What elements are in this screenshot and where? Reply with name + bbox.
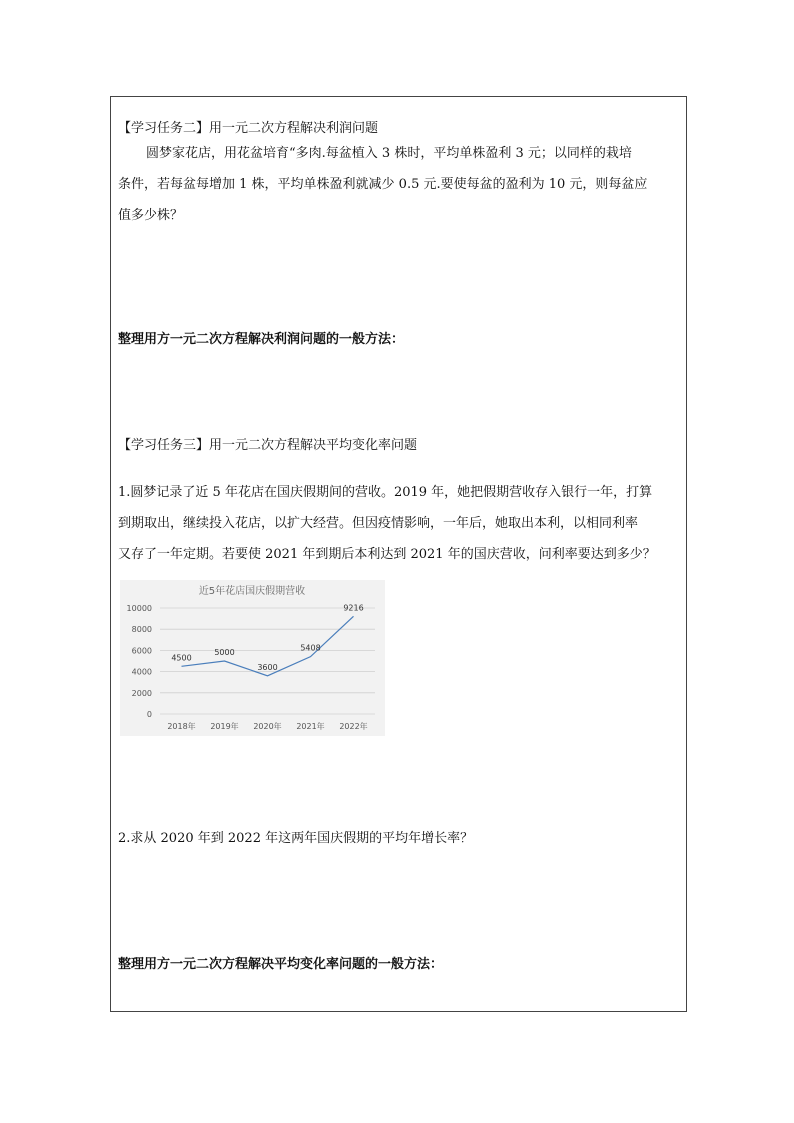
chart-x-tick-label: 2021年 (296, 722, 325, 731)
chart-x-tick-label: 2020年 (253, 722, 282, 731)
chart-title: 近5年花店国庆假期营收 (198, 586, 306, 597)
chart-x-tick-label: 2018年 (167, 722, 196, 731)
task2-heading: 【学习任务二】用一元二次方程解决利润问题 (118, 121, 379, 136)
task2-problem-line-1 (118, 138, 680, 169)
task3-q1-line-3: 又存了一年定期。若要使 2021 年到期后本利达到 2021 年的国庆营收，问利率要达到多少？ (118, 547, 656, 562)
task2-problem-line-2: 条件，若每盆每增加 1 株，平均单株盈利就减少 0.5 元.要使每盆的盈利为 10 元，则每盆应 (118, 177, 648, 192)
chart-y-tick-label: 2000 (131, 688, 152, 698)
task3-question-2: 2.求从 2020 年到 2022 年这两年国庆假期的平均年增长率？ (118, 831, 474, 846)
task2-problem-text-1: 圆梦家花店，用花盆培育“多肉.每盆植入 3 株时，平均单株盈利 3 元；以同样的栽培 (146, 146, 632, 161)
task2-summary: 整理用方一元二次方程解决利润问题的一般方法： (118, 332, 405, 347)
chart-y-tick-label: 10000 (126, 604, 152, 613)
chart-x-tick-label: 2022年 (339, 722, 368, 731)
chart-data-label: 5408 (300, 643, 321, 653)
task2-problem-line-3: 值多少株？ (118, 208, 184, 223)
task3-q1-line-2: 到期取出，继续投入花店，以扩大经营。但因疫情影响，一年后，她取出本利，以相同利率 (118, 516, 639, 531)
chart-y-axis (127, 604, 152, 719)
chart-x-tick-label: 2019年 (210, 722, 239, 731)
revenue-chart (120, 580, 385, 736)
chart-data-label: 9216 (343, 603, 364, 613)
chart-x-axis (167, 721, 367, 731)
chart-y-tick-label: 6000 (131, 646, 152, 656)
chart-data-label: 5000 (214, 648, 235, 657)
task3-q1-line-1: 1.圆梦记录了近 5 年花店在国庆假期间的营收。2019 年，她把假期营收存入银行一年，打算 (118, 485, 653, 500)
task3-question-1 (118, 477, 680, 570)
chart-y-tick-label: 4000 (131, 667, 152, 677)
chart-data-label: 4500 (171, 653, 192, 663)
chart-y-tick-label: 8000 (131, 625, 152, 635)
revenue-chart-svg (120, 580, 385, 736)
chart-grid (160, 608, 375, 714)
task3-heading: 【学习任务三】用一元二次方程解决平均变化率问题 (118, 438, 418, 453)
task2-problem (118, 138, 680, 231)
chart-y-tick-label: 0 (146, 710, 152, 719)
chart-data-labels (171, 603, 363, 672)
chart-data-label: 3600 (257, 662, 278, 672)
task3-summary: 整理用方一元二次方程解决平均变化率问题的一般方法： (118, 957, 444, 972)
